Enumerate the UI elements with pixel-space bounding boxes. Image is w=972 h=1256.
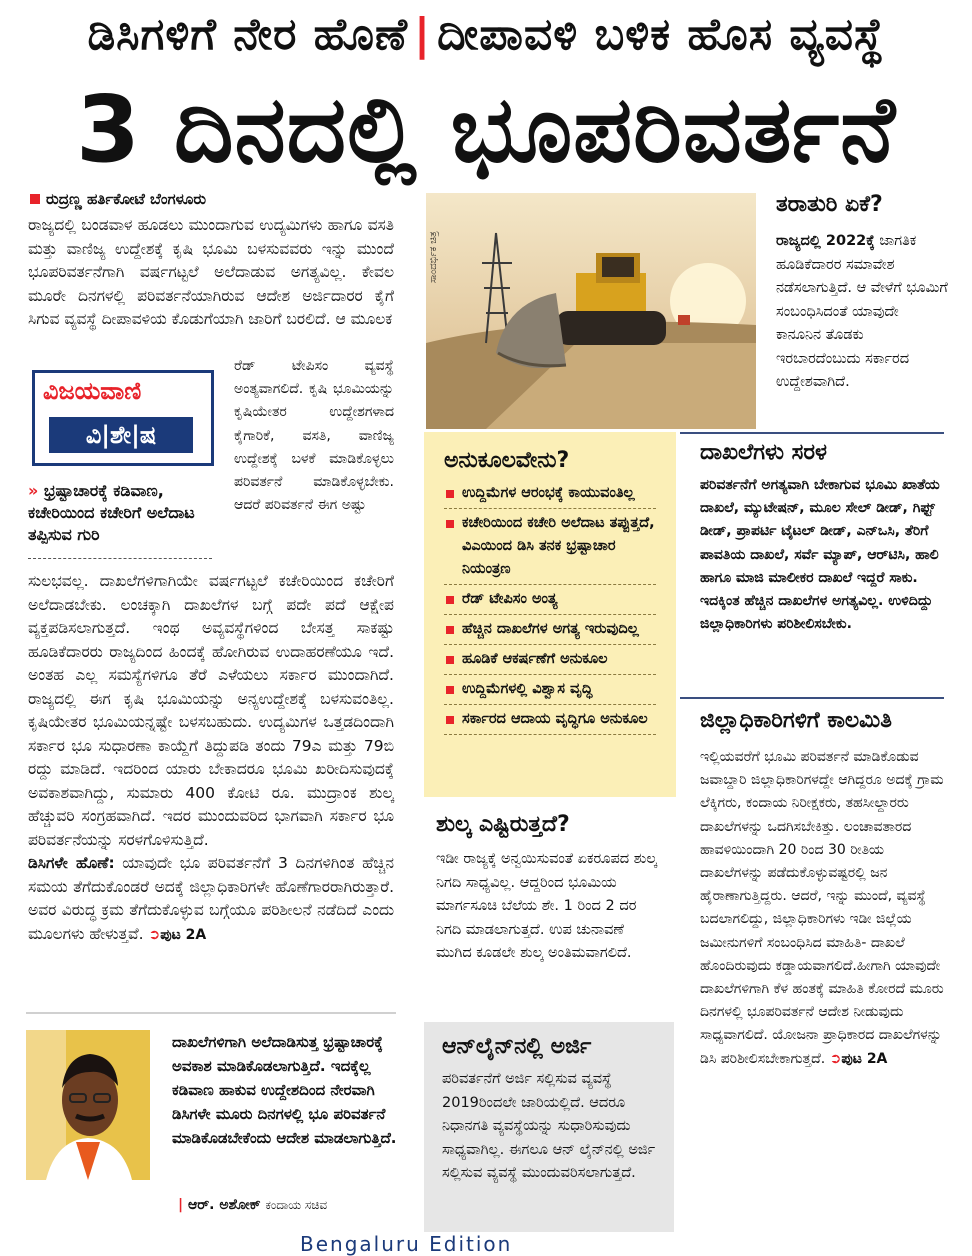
list-item: ಹೂಡಿಕೆ ಆಕರ್ಷಣೆಗೆ ಅನುಕೂಲ xyxy=(444,648,656,675)
divider xyxy=(680,432,944,434)
story-narrow xyxy=(234,355,394,517)
pull-quote-text: ಭ್ರಷ್ಟಾಚಾರಕ್ಕೆ ಕಡಿವಾಣ, ಕಚೇರಿಯಿಂದ ಕಚೇರಿಗೆ ಅಲೆದಾಟ ತಪ್ಪಿಸುವ ಗುರಿ xyxy=(28,481,195,544)
online-text: ಪರಿವರ್ತನೆಗೆ ಅರ್ಜಿ ಸಲ್ಲಿಸುವ ವ್ಯವಸ್ಥೆ 2019ರಿಂದಲೇ ಜಾರಿಯಲ್ಲಿದೆ. ಆದರೂ ನಿಧಾನಗತಿ ವ್ಯವಸ್ಥೆಯನ್ನು ಸುಧಾರಿಸುವುದು ಸಾಧ್ಯವಾಗಿಲ್ಲ. ಈಗಲೂ ಆನ್ ಲೈನ್‌ನಲ್ಲಿ ಅರ್ಜಿ ಸಲ್ಲಿಸುವ ವ್ಯವಸ್ಥೆ ಮುಂದುವರಿಸಲಾಗುತ್ತದೆ. xyxy=(442,1071,656,1181)
kicker-left: ಡಿಸಿಗಳಿಗೆ ನೇರ ಹೊಣೆ xyxy=(87,9,409,60)
kicker-separator: | xyxy=(414,9,432,60)
minister-portrait xyxy=(26,1030,150,1180)
story-intro xyxy=(28,214,394,332)
story-main xyxy=(28,570,394,947)
documents-text: ಪರಿವರ್ತನೆಗೆ ಅಗತ್ಯವಾಗಿ ಬೇಕಾಗುವ ಭೂಮಿ ಖಾತೆಯ ದಾಖಲೆ, ಮ್ಯುಟೇಷನ್, ಮೂಲ ಸೇಲ್ ಡೀಡ್, ಗಿಫ್ಟ್ ಡೀಡ್, ಪ್ರಾಪರ್ಟಿ ಟೈಟಲ್ ಡೀಡ್, ಎನ್‌ಒಸಿ, ತೆರಿಗೆ ಪಾವತಿಯ ದಾಖಲೆ, ಸರ್ವೆ ಮ್ಯಾಪ್, ಆರ್‌ಟಿಸಿ, ಹಾಲಿ ಹಾಗೂ ಮಾಜಿ ಮಾಲೀಕರ ದಾಖಲೆ ಇದ್ದರೆ ಸಾಕು. ಇದಕ್ಕಿಂತ ಹೆಚ್ಚಿನ ದಾಖಲೆಗಳ ಅಗತ್ಯವಿಲ್ಲ. ಉಳಿದಿದ್ದು ಜಿಲ್ಲಾಧಿಕಾರಿಗಳು ಪರಿಶೀಲಿಸಬೇಕು. xyxy=(700,477,940,633)
divider xyxy=(680,697,944,699)
pull-quote xyxy=(28,480,212,546)
attribution-bar: | xyxy=(178,1197,188,1213)
documents-title: ದಾಖಲೆಗಳು ಸರಳ xyxy=(700,440,827,465)
deadline-text xyxy=(700,746,944,1071)
divider xyxy=(26,1012,396,1014)
list-item: ಹೆಚ್ಚಿನ ದಾಖಲೆಗಳ ಅಗತ್ಯ ಇರುವುದಿಲ್ಲ xyxy=(444,618,656,645)
badge-word: ವಿ|ಶೇ|ಷ xyxy=(49,417,193,453)
continued-page: ಪುಟ 2A xyxy=(160,926,207,943)
arrow-icon: ➲ xyxy=(829,1050,842,1067)
badge-brand: ವಿಜಯವಾಣಿ xyxy=(43,377,142,405)
kicker xyxy=(0,0,972,70)
online-title: ಆನ್‌ಲೈನ್‌ನಲ್ಲಿ ಅರ್ಜಿ xyxy=(442,1034,592,1059)
vijayavani-vishesha-badge xyxy=(32,370,214,466)
deadline-title: ಜಿಲ್ಲಾಧಿಕಾರಿಗಳಿಗೆ ಕಾಲಮಿತಿ xyxy=(700,708,892,733)
fee-title: ಶುಲ್ಕ ಎಷ್ಟಿರುತ್ತದೆ? xyxy=(436,812,570,837)
benefits-list xyxy=(444,482,656,738)
list-item: ಸರ್ಕಾರದ ಆದಾಯ ವೃದ್ಧಿಗೂ ಅನುಕೂಲ xyxy=(444,708,656,735)
why-hurry-lead: ರಾಜ್ಯದಲ್ಲಿ 2022ಕ್ಕೆ xyxy=(776,233,875,249)
list-item: ಕಚೇರಿಯಿಂದ ಕಚೇರಿ ಅಲೆದಾಟ ತಪ್ಪುತ್ತದೆ, ವಿಎಯಿಂದ ಡಿಸಿ ತನಕ ಭ್ರಷ್ಟಾಚಾರ ನಿಯಂತ್ರಣ xyxy=(444,512,656,585)
story-paragraph-4 xyxy=(28,852,394,947)
list-item: ರೆಡ್ ಟೇಪಿಸಂ ಅಂತ್ಯ xyxy=(444,588,656,615)
list-item: ಉದ್ದಿಮೆಗಳಲ್ಲಿ ವಿಶ್ವಾಸ ವೃದ್ಧಿ xyxy=(444,678,656,705)
arrow-icon: » xyxy=(28,481,44,500)
subhead-dc-responsible: ಡಿಸಿಗಳೇ ಹೊಣೆ: xyxy=(28,854,115,872)
online-box xyxy=(424,1022,674,1232)
bullet-square-icon xyxy=(30,194,40,204)
why-hurry-body: ಜಾಗತಿಕ ಹೂಡಿಕೆದಾರರ ಸಮಾವೇಶ ನಡೆಸಲಾಗುತ್ತಿದೆ. ಆ ವೇಳೆಗೆ ಭೂಮಿಗೆ ಸಂಬಂಧಿಸಿದಂತೆ ಯಾವುದೇ ಕಾನೂನಿನ ತೊಡಕು ಇರಬಾರದೆಂಬುದು ಸರ್ಕಾರದ ಉದ್ದೇಶವಾಗಿದೆ. xyxy=(776,233,948,390)
continued-jump[interactable] xyxy=(148,927,206,943)
bulldozer-photo xyxy=(426,193,756,429)
story-paragraph-1: ರಾಜ್ಯದಲ್ಲಿ ಬಂಡವಾಳ ಹೂಡಲು ಮುಂದಾಗುವ ಉದ್ಯಮಿಗಳು ಹಾಗೂ ವಸತಿ ಮತ್ತು ವಾಣಿಜ್ಯ ಉದ್ದೇಶಕ್ಕೆ ಕೃಷಿ ಭೂಮಿ ಬಳಸುವವರು ಇನ್ನು ಮುಂದೆ ಭೂಪರಿವರ್ತನೆಗಾಗಿ ವರ್ಷಗಟ್ಟಲೆ ಅಲೆದಾಡುವ ಅಗತ್ಯವಿಲ್ಲ. ಕೇವಲ ಮೂರೇ ದಿನಗಳಲ್ಲಿ ಪರಿವರ್ತನೆಯಾಗಿರುವ ಆದೇಶ ಅರ್ಜಿದಾರರ ಕೈಗೆ ಸಿಗುವ ವ್ಯವಸ್ಥೆ ದೀಪಾವಳಿಯ ಕೊಡುಗೆಯಾಗಿ ಜಾರಿಗೆ ಬರಲಿದೆ. ಆ ಮೂಲಕ xyxy=(28,216,394,328)
story-paragraph-3: ಸುಲಭವಲ್ಲ. ದಾಖಲೆಗಳಿಗಾಗಿಯೇ ವರ್ಷಗಟ್ಟಲೆ ಕಚೇರಿಯಿಂದ ಕಚೇರಿಗೆ ಅಲೆದಾಡಬೇಕು. ಲಂಚಕ್ಕಾಗಿ ದಾಖಲೆಗಳ ಬಗ್ಗೆ ಪದೇ ಪದೆ ಆಕ್ಷೇಪ ವ್ಯಕ್ತಪಡಿಸಲಾಗುತ್ತದೆ. ಇಂಥ ಅವ್ಯವಸ್ಥೆಗಳಿಂದ ಬೇಸತ್ತ ಸಾಕಷ್ಟು ಹೂಡಿಕೆದಾರರು ರಾಜ್ಯದಿಂದ ಹಿಂದಕ್ಕೆ ಹೋಗಿರುವ ಉದಾಹರಣೆಯೂ ಇದೆ. ಅಂತಹ ಎಲ್ಲ ಸಮಸ್ಯೆಗಳಿಗೂ ತೆರೆ ಎಳೆಯಲು ಸರ್ಕಾರ ಮುಂದಾಗಿದೆ. ರಾಜ್ಯದಲ್ಲಿ ಈಗ ಕೃಷಿ ಭೂಮಿಯನ್ನು ಅನ್ಯಉದ್ದೇಶಕ್ಕೆ ಬಳಸುವಂತಿಲ್ಲ. ಕೃಷಿಯೇತರ ಭೂಮಿಯನ್ನಷ್ಟೇ ಬಳಸಬಹುದು. ಉದ್ಯಮಿಗಳ ಒತ್ತಡದಿಂದಾಗಿ ಸರ್ಕಾರ ಭೂ ಸುಧಾರಣಾ ಕಾಯ್ದೆಗೆ ತಿದ್ದುಪಡಿ ತಂದು 79ಎ ಮತ್ತು 79ಬಿ ರದ್ದು ಮಾಡಿದೆ. ಇದರಿಂದ ಯಾರು ಬೇಕಾದರೂ ಭೂಮಿ ಖರೀದಿಸುವುದಕ್ಕೆ ಅವಕಾಶವಾಗಿದ್ದು, ಸುಮಾರು 400 ಕೋಟಿ ರೂ. ಮುದ್ರಾಂಕ ಶುಲ್ಕ ಹೆಚ್ಚುವರಿ ಸಂಗ್ರಹವಾಗಿದೆ. ಇದರ ಮುಂದುವರಿದ ಭಾಗವಾಗಿ ಸರ್ಕಾರ ಭೂ ಪರಿವರ್ತನೆಯನ್ನು ಸರಳಗೊಳಿಸುತ್ತಿದೆ. xyxy=(28,572,394,849)
byline xyxy=(30,190,206,208)
why-hurry-title: ತರಾತುರಿ ಏಕೆ? xyxy=(776,192,883,217)
minister-name: ಆರ್. ಅಶೋಕ್ xyxy=(188,1197,261,1213)
story-paragraph-4-text: ಯಾವುದೇ ಭೂ ಪರಿವರ್ತನೆಗೆ 3 ದಿನಗಳಿಗಿಂತ ಹೆಚ್ಚಿನ ಸಮಯ ತೆಗೆದುಕೊಂಡರೆ ಅದಕ್ಕೆ ಜಿಲ್ಲಾಧಿಕಾರಿಗಳೇ ಹೊಣೆಗಾರರಾಗಿರುತ್ತಾರೆ. ಅವರ ವಿರುದ್ಧ ಕ್ರಮ ತೆಗೆದುಕೊಳ್ಳುವ ಬಗ್ಗೆಯೂ ಪರಿಶೀಲನೆ ನಡೆದಿದೆ ಎಂದು ಮೂಲಗಳು ಹೇಳುತ್ತವೆ. xyxy=(28,854,395,943)
edition-footer: Bengaluru Edition xyxy=(300,1232,513,1256)
headline: 3 ದಿನದಲ್ಲಿ ಭೂಪರಿವರ್ತನೆ xyxy=(75,76,897,183)
kicker-right: ದೀಪಾವಳಿ ಬಳಿಕ ಹೊಸ ವ್ಯವಸ್ಥೆ xyxy=(437,9,885,60)
arrow-icon: ➲ xyxy=(148,926,161,943)
deadline-body: ಇಲ್ಲಿಯವರೆಗೆ ಭೂಮಿ ಪರಿವರ್ತನೆ ಮಾಡಿಕೊಡುವ ಜವಾಬ್ದಾರಿ ಜಿಲ್ಲಾಧಿಕಾರಿಗಳದ್ದೇ ಆಗಿದ್ದರೂ ಅದಕ್ಕೆ ಗ್ರಾಮ ಲೆಕ್ಕಿಗರು, ಕಂದಾಯ ನಿರೀಕ್ಷಕರು, ತಹಸೀಲ್ದಾರರು ದಾಖಲೆಗಳನ್ನು ಒದಗಿಸಬೇಕಿತ್ತು. ಲಂಚಾವತಾರದ ಹಾವಳಿಯಿಂದಾಗಿ 20 ರಿಂದ 30 ರೀತಿಯ ದಾಖಲೆಗಳನ್ನು ಪಡೆದುಕೊಳ್ಳುವಷ್ಟರಲ್ಲಿ ಜನ ಹೈರಾಣಾಗುತ್ತಿದ್ದರು. ಆದರೆ, ಇನ್ನು ಮುಂದೆ, ವ್ಯವಸ್ಥೆ ಬದಲಾಗಲಿದ್ದು, ಜಿಲ್ಲಾಧಿಕಾರಿಗಳು ಇಡೀ ಜಿಲ್ಲೆಯ ಜಮೀನುಗಳಿಗೆ ಸಂಬಂಧಿಸಿದ ಮಾಹಿತಿ- ದಾಖಲೆ ಹೊಂದಿರುವುದು ಕಡ್ಡಾಯವಾಗಲಿದೆ.ಹೀಗಾಗಿ ಯಾವುದೇ ದಾಖಲೆಗಳಿಗಾಗಿ ಕೆಳ ಹಂತಕ್ಕೆ ಮಾಹಿತಿ ಕೋರದೆ ಮೂರು ದಿನಗಳಲ್ಲಿ ಭೂಪರಿವರ್ತನೆ ಆದೇಶ ನೀಡುವುದು ಸಾಧ್ಯವಾಗಲಿದೆ. ಯೋಜನಾ ಪ್ರಾಧಿಕಾರದ ದಾಖಲೆಗಳನ್ನು ಡಿಸಿ ಪರಿಶೀಲಿಸಬೇಕಾಗುತ್ತದೆ. xyxy=(700,749,944,1067)
minister-quote: ದಾಖಲೆಗಳಿಗಾಗಿ ಅಲೆದಾಡಿಸುತ್ತ ಭ್ರಷ್ಟಾಚಾರಕ್ಕೆ ಅವಕಾಶ ಮಾಡಿಕೊಡಲಾಗುತ್ತಿದೆ. ಇದಕ್ಕೆಲ್ಲ ಕಡಿವಾಣ ಹಾಕುವ ಉದ್ದೇಶದಿಂದ ನೇರವಾಗಿ ಡಿಸಿಗಳೇ ಮೂರು ದಿನಗಳಲ್ಲಿ ಭೂ ಪರಿವರ್ತನೆ ಮಾಡಿಕೊಡಬೇಕೆಂದು ಆದೇಶ ಮಾಡಲಾಗುತ್ತಿದೆ. xyxy=(172,1033,397,1147)
fee-text: ಇಡೀ ರಾಜ್ಯಕ್ಕೆ ಅನ್ವಯಿಸುವಂತೆ ಏಕರೂಪದ ಶುಲ್ಕ ನಿಗದಿ ಸಾಧ್ಯವಿಲ್ಲ. ಆದ್ದರಿಂದ ಭೂಮಿಯ ಮಾರ್ಗಸೂಚಿ ಬೆಲೆಯ ಶೇ. 1 ರಿಂದ 2 ದರ ನಿಗದಿ ಮಾಡಲಾಗುತ್ತದೆ. ಉಪ ಚುನಾವಣೆ ಮುಗಿದ ಕೂಡಲೇ ಶುಲ್ಕ ಅಂತಿಮವಾಗಲಿದೆ. xyxy=(436,851,658,961)
byline-text: ರುದ್ರಣ್ಣ ಹರ್ತಿಕೋಟೆ ಬೆಂಗಳೂರು xyxy=(46,190,207,208)
continued-page: ಪುಟ 2A xyxy=(841,1050,888,1067)
benefits-title: ಅನುಕೂಲವೇನು? xyxy=(444,448,570,473)
continued-jump[interactable] xyxy=(830,1051,888,1067)
pull-quote-divider xyxy=(28,558,212,559)
benefits-box xyxy=(424,432,676,797)
list-item: ಉದ್ದಿಮೆಗಳ ಆರಂಭಕ್ಕೆ ಕಾಯುವಂತಿಲ್ಲ xyxy=(444,482,656,509)
story-paragraph-2: ರೆಡ್ ಟೇಪಿಸಂ ವ್ಯವಸ್ಥೆ ಅಂತ್ಯವಾಗಲಿದೆ. ಕೃಷಿ ಭೂಮಿಯನ್ನು ಕೃಷಿಯೇತರ ಉದ್ದೇಶಗಳಾದ ಕೈಗಾರಿಕೆ, ವಸತಿ, ವಾಣಿಜ್ಯ ಉದ್ದೇಶಕ್ಕೆ ಬಳಕೆ ಮಾಡಿಕೊಳ್ಳಲು ಪರಿವರ್ತನೆ ಮಾಡಿಕೊಳ್ಳಬೇಕು. ಆದರೆ ಪರಿವರ್ತನೆ ಈಗ ಅಷ್ಟು xyxy=(234,358,394,514)
photo-credit: ಸಾಂದರ್ಭಿಕ ಚಿತ್ರ xyxy=(428,231,439,283)
quote-attribution xyxy=(178,1197,327,1213)
minister-designation: ಕಂದಾಯ ಸಚಿವ xyxy=(265,1198,328,1212)
why-hurry-text xyxy=(776,230,948,395)
